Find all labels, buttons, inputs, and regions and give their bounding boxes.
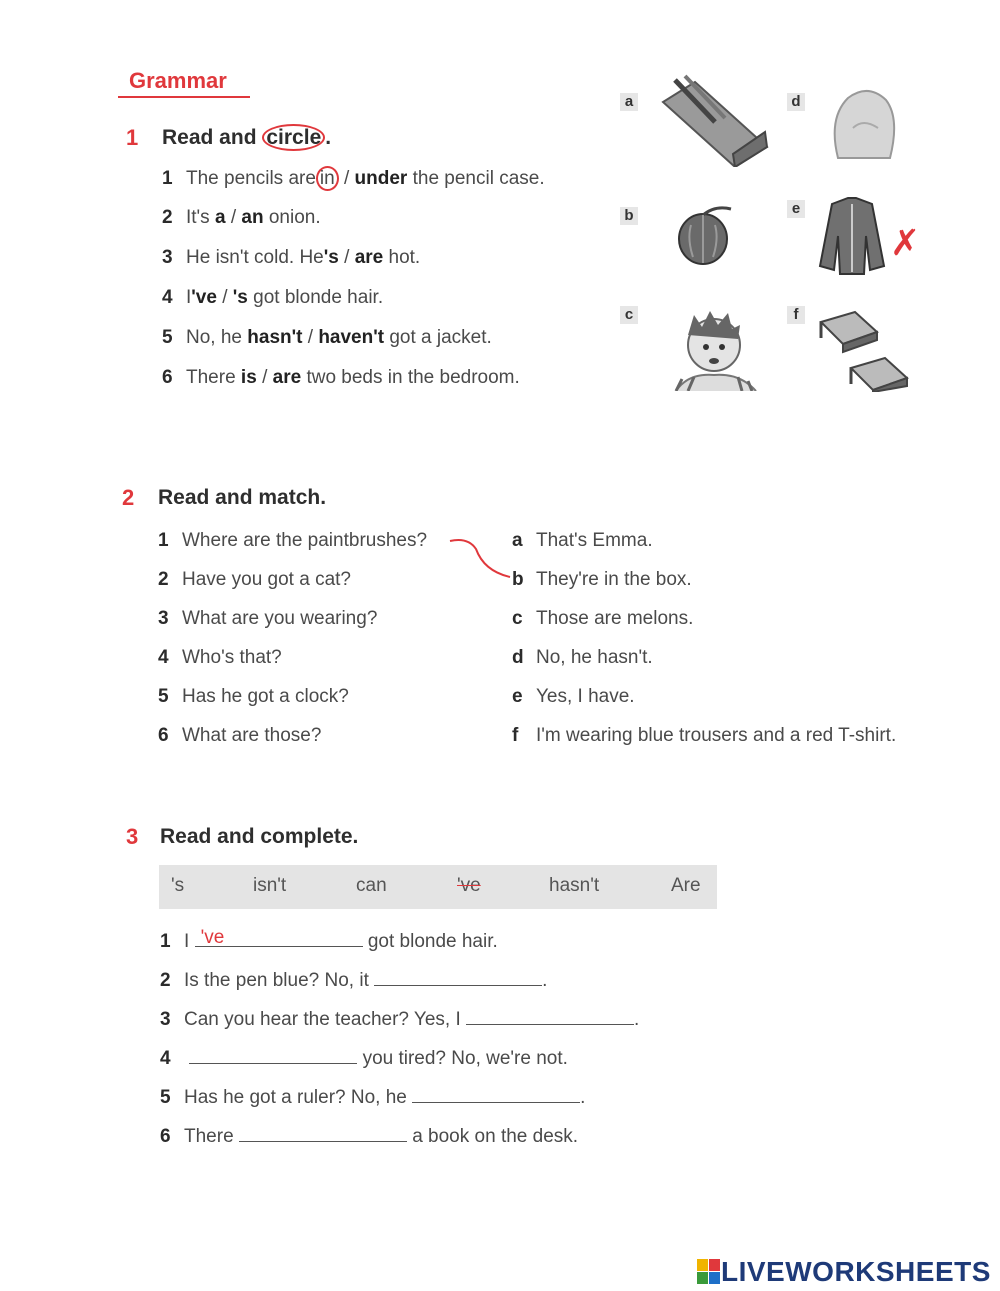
- answer-row: [512, 608, 693, 630]
- answer-text[interactable]: I'm wearing blue trousers and a red T-shirt.: [536, 725, 897, 746]
- word-bank-item-used: 've: [457, 875, 481, 896]
- answer-option[interactable]: is: [240, 367, 257, 388]
- item-number: 2: [162, 207, 173, 228]
- item-text: There: [184, 1126, 234, 1147]
- answer-option[interactable]: 's: [323, 247, 339, 268]
- item-text: hot.: [388, 247, 421, 268]
- complete-item: [160, 1084, 585, 1109]
- item-number: 1: [162, 168, 173, 189]
- logo-text: LIVEWORKSHEETS: [721, 1256, 991, 1287]
- picture-label-c: c: [620, 306, 638, 324]
- item-number: 1: [158, 530, 169, 551]
- item-text: onion.: [268, 207, 321, 228]
- item-number: 6: [162, 367, 173, 388]
- ex1-item: [162, 207, 321, 229]
- answer-option[interactable]: 've: [191, 287, 217, 308]
- item-text: two beds in the bedroom.: [306, 367, 520, 388]
- blonde-girl-image: [828, 88, 898, 166]
- word-bank-item: 's: [171, 875, 185, 896]
- answer-blank[interactable]: [374, 967, 542, 986]
- question-row: [158, 608, 377, 630]
- question-text[interactable]: What are you wearing?: [182, 608, 378, 629]
- question-text[interactable]: What are those?: [182, 725, 322, 746]
- question-row: [158, 725, 321, 747]
- ex1-title-suffix: .: [325, 126, 332, 149]
- ex3-number: 3: [126, 824, 139, 849]
- item-text: got blonde hair.: [367, 931, 498, 952]
- item-number: 5: [160, 1087, 171, 1108]
- item-number: 2: [158, 569, 169, 590]
- answer-option[interactable]: an: [241, 207, 264, 228]
- item-text: He isn't cold. He: [186, 247, 324, 268]
- item-text: It's: [186, 207, 210, 228]
- item-number: 1: [160, 931, 171, 952]
- title-underline: [118, 96, 250, 98]
- answer-letter: a: [512, 530, 523, 551]
- item-text: Can you hear the teacher? Yes, I: [184, 1009, 461, 1030]
- answer-text[interactable]: That's Emma.: [536, 530, 653, 551]
- ex1-item: [162, 367, 520, 389]
- answer-row: [512, 530, 653, 552]
- item-text: got a jacket.: [389, 327, 492, 348]
- page-title: Grammar: [129, 68, 227, 93]
- answer-text[interactable]: Those are melons.: [536, 608, 694, 629]
- separator: /: [343, 168, 350, 189]
- answer-blank[interactable]: [189, 1045, 357, 1064]
- liveworksheets-logo[interactable]: [697, 1256, 991, 1288]
- answer-letter: b: [512, 569, 524, 590]
- ex1-number: 1: [126, 125, 139, 150]
- item-number: 2: [160, 970, 171, 991]
- answer-option[interactable]: are: [272, 367, 302, 388]
- answer-option[interactable]: under: [354, 168, 408, 189]
- item-text: Is the pen blue? No, it: [184, 970, 369, 991]
- logo-icon: [697, 1259, 721, 1285]
- ex1-item: [162, 327, 492, 349]
- wrong-mark-icon: ✗: [890, 222, 921, 263]
- ex3-title: Read and complete.: [160, 825, 359, 848]
- item-text: The pencils are: [186, 168, 316, 189]
- answer-option[interactable]: are: [354, 247, 384, 268]
- answer-fill: 've: [200, 927, 225, 948]
- answer-text[interactable]: They're in the box.: [536, 569, 692, 590]
- ex1-item: [162, 168, 545, 190]
- word-bank-item: Are: [671, 875, 701, 896]
- word-bank-item: hasn't: [549, 875, 600, 896]
- complete-item: [160, 967, 547, 992]
- item-text: a book on the desk.: [412, 1126, 579, 1147]
- two-beds-image: [815, 302, 911, 392]
- item-text: I: [184, 931, 190, 952]
- item-number: 4: [158, 647, 169, 668]
- picture-label-e: e: [787, 200, 805, 218]
- answer-blank[interactable]: [239, 1123, 407, 1142]
- answer-option[interactable]: 's: [232, 287, 248, 308]
- answer-row: [512, 569, 692, 591]
- separator: /: [222, 287, 228, 308]
- answer-blank[interactable]: [412, 1084, 580, 1103]
- item-text: .: [542, 970, 548, 991]
- picture-label-f: f: [787, 306, 805, 324]
- ex1-title: [162, 126, 331, 150]
- ex1-title-circled: circle: [262, 124, 325, 151]
- ex2-number: 2: [122, 485, 135, 510]
- question-text[interactable]: Who's that?: [182, 647, 282, 668]
- item-text: got blonde hair.: [253, 287, 384, 308]
- item-number: 3: [158, 608, 169, 629]
- separator: /: [307, 327, 314, 348]
- item-text: .: [580, 1087, 586, 1108]
- item-text: There: [186, 367, 236, 388]
- ex1-item: [162, 287, 383, 309]
- question-row: [158, 569, 351, 591]
- pencil-case-image: [655, 72, 775, 167]
- question-text[interactable]: Where are the paintbrushes?: [182, 530, 428, 551]
- answer-letter: d: [512, 647, 524, 668]
- picture-label-d: d: [787, 93, 805, 111]
- answer-text[interactable]: No, he hasn't.: [536, 647, 653, 668]
- word-bank-item: can: [356, 875, 387, 896]
- jacket-image: [818, 196, 886, 276]
- answer-row: [512, 725, 896, 747]
- answer-text[interactable]: Yes, I have.: [536, 686, 635, 707]
- question-row: [158, 530, 427, 552]
- item-text: .: [634, 1009, 640, 1030]
- word-bank: [159, 865, 717, 909]
- answer-letter: f: [512, 725, 519, 746]
- answer-option[interactable]: a: [214, 207, 226, 228]
- ex2-title: Read and match.: [158, 486, 327, 509]
- question-row: [158, 647, 282, 669]
- complete-item: [160, 1045, 568, 1070]
- word-bank-item: isn't: [253, 875, 287, 896]
- match-line: [448, 535, 514, 581]
- hot-boy-image: [668, 303, 760, 391]
- complete-item: [160, 928, 498, 953]
- answer-row: [512, 686, 635, 708]
- complete-item: [160, 1006, 639, 1031]
- item-number: 4: [160, 1048, 171, 1069]
- ex1-item: [162, 247, 420, 269]
- item-number: 6: [160, 1126, 171, 1147]
- item-text: No, he: [186, 327, 242, 348]
- answer-letter: e: [512, 686, 523, 707]
- item-number: 5: [158, 686, 169, 707]
- item-text: you tired? No, we're not.: [362, 1048, 568, 1069]
- item-number: 6: [158, 725, 169, 746]
- item-text: Has he got a ruler? No, he: [184, 1087, 407, 1108]
- question-text[interactable]: Have you got a cat?: [182, 569, 351, 590]
- complete-item: [160, 1123, 578, 1148]
- item-number: 4: [162, 287, 173, 308]
- item-text: the pencil case.: [412, 168, 545, 189]
- answer-blank[interactable]: [195, 928, 363, 947]
- ex1-title-prefix: Read and: [162, 126, 257, 149]
- separator: /: [344, 247, 350, 268]
- answer-blank[interactable]: [466, 1006, 634, 1025]
- item-text: I: [186, 287, 192, 308]
- onion-image: [675, 205, 737, 267]
- picture-label-a: a: [620, 93, 638, 111]
- item-number: 3: [162, 247, 173, 268]
- separator: /: [262, 367, 268, 388]
- answer-option-circled[interactable]: in: [316, 166, 339, 191]
- answer-row: [512, 647, 653, 669]
- answer-option[interactable]: haven't: [318, 327, 385, 348]
- item-number: 5: [162, 327, 173, 348]
- item-number: 3: [160, 1009, 171, 1030]
- answer-option[interactable]: hasn't: [247, 327, 303, 348]
- separator: /: [230, 207, 237, 228]
- picture-label-b: b: [620, 207, 638, 225]
- question-row: [158, 686, 349, 708]
- answer-letter: c: [512, 608, 523, 629]
- question-text[interactable]: Has he got a clock?: [182, 686, 349, 707]
